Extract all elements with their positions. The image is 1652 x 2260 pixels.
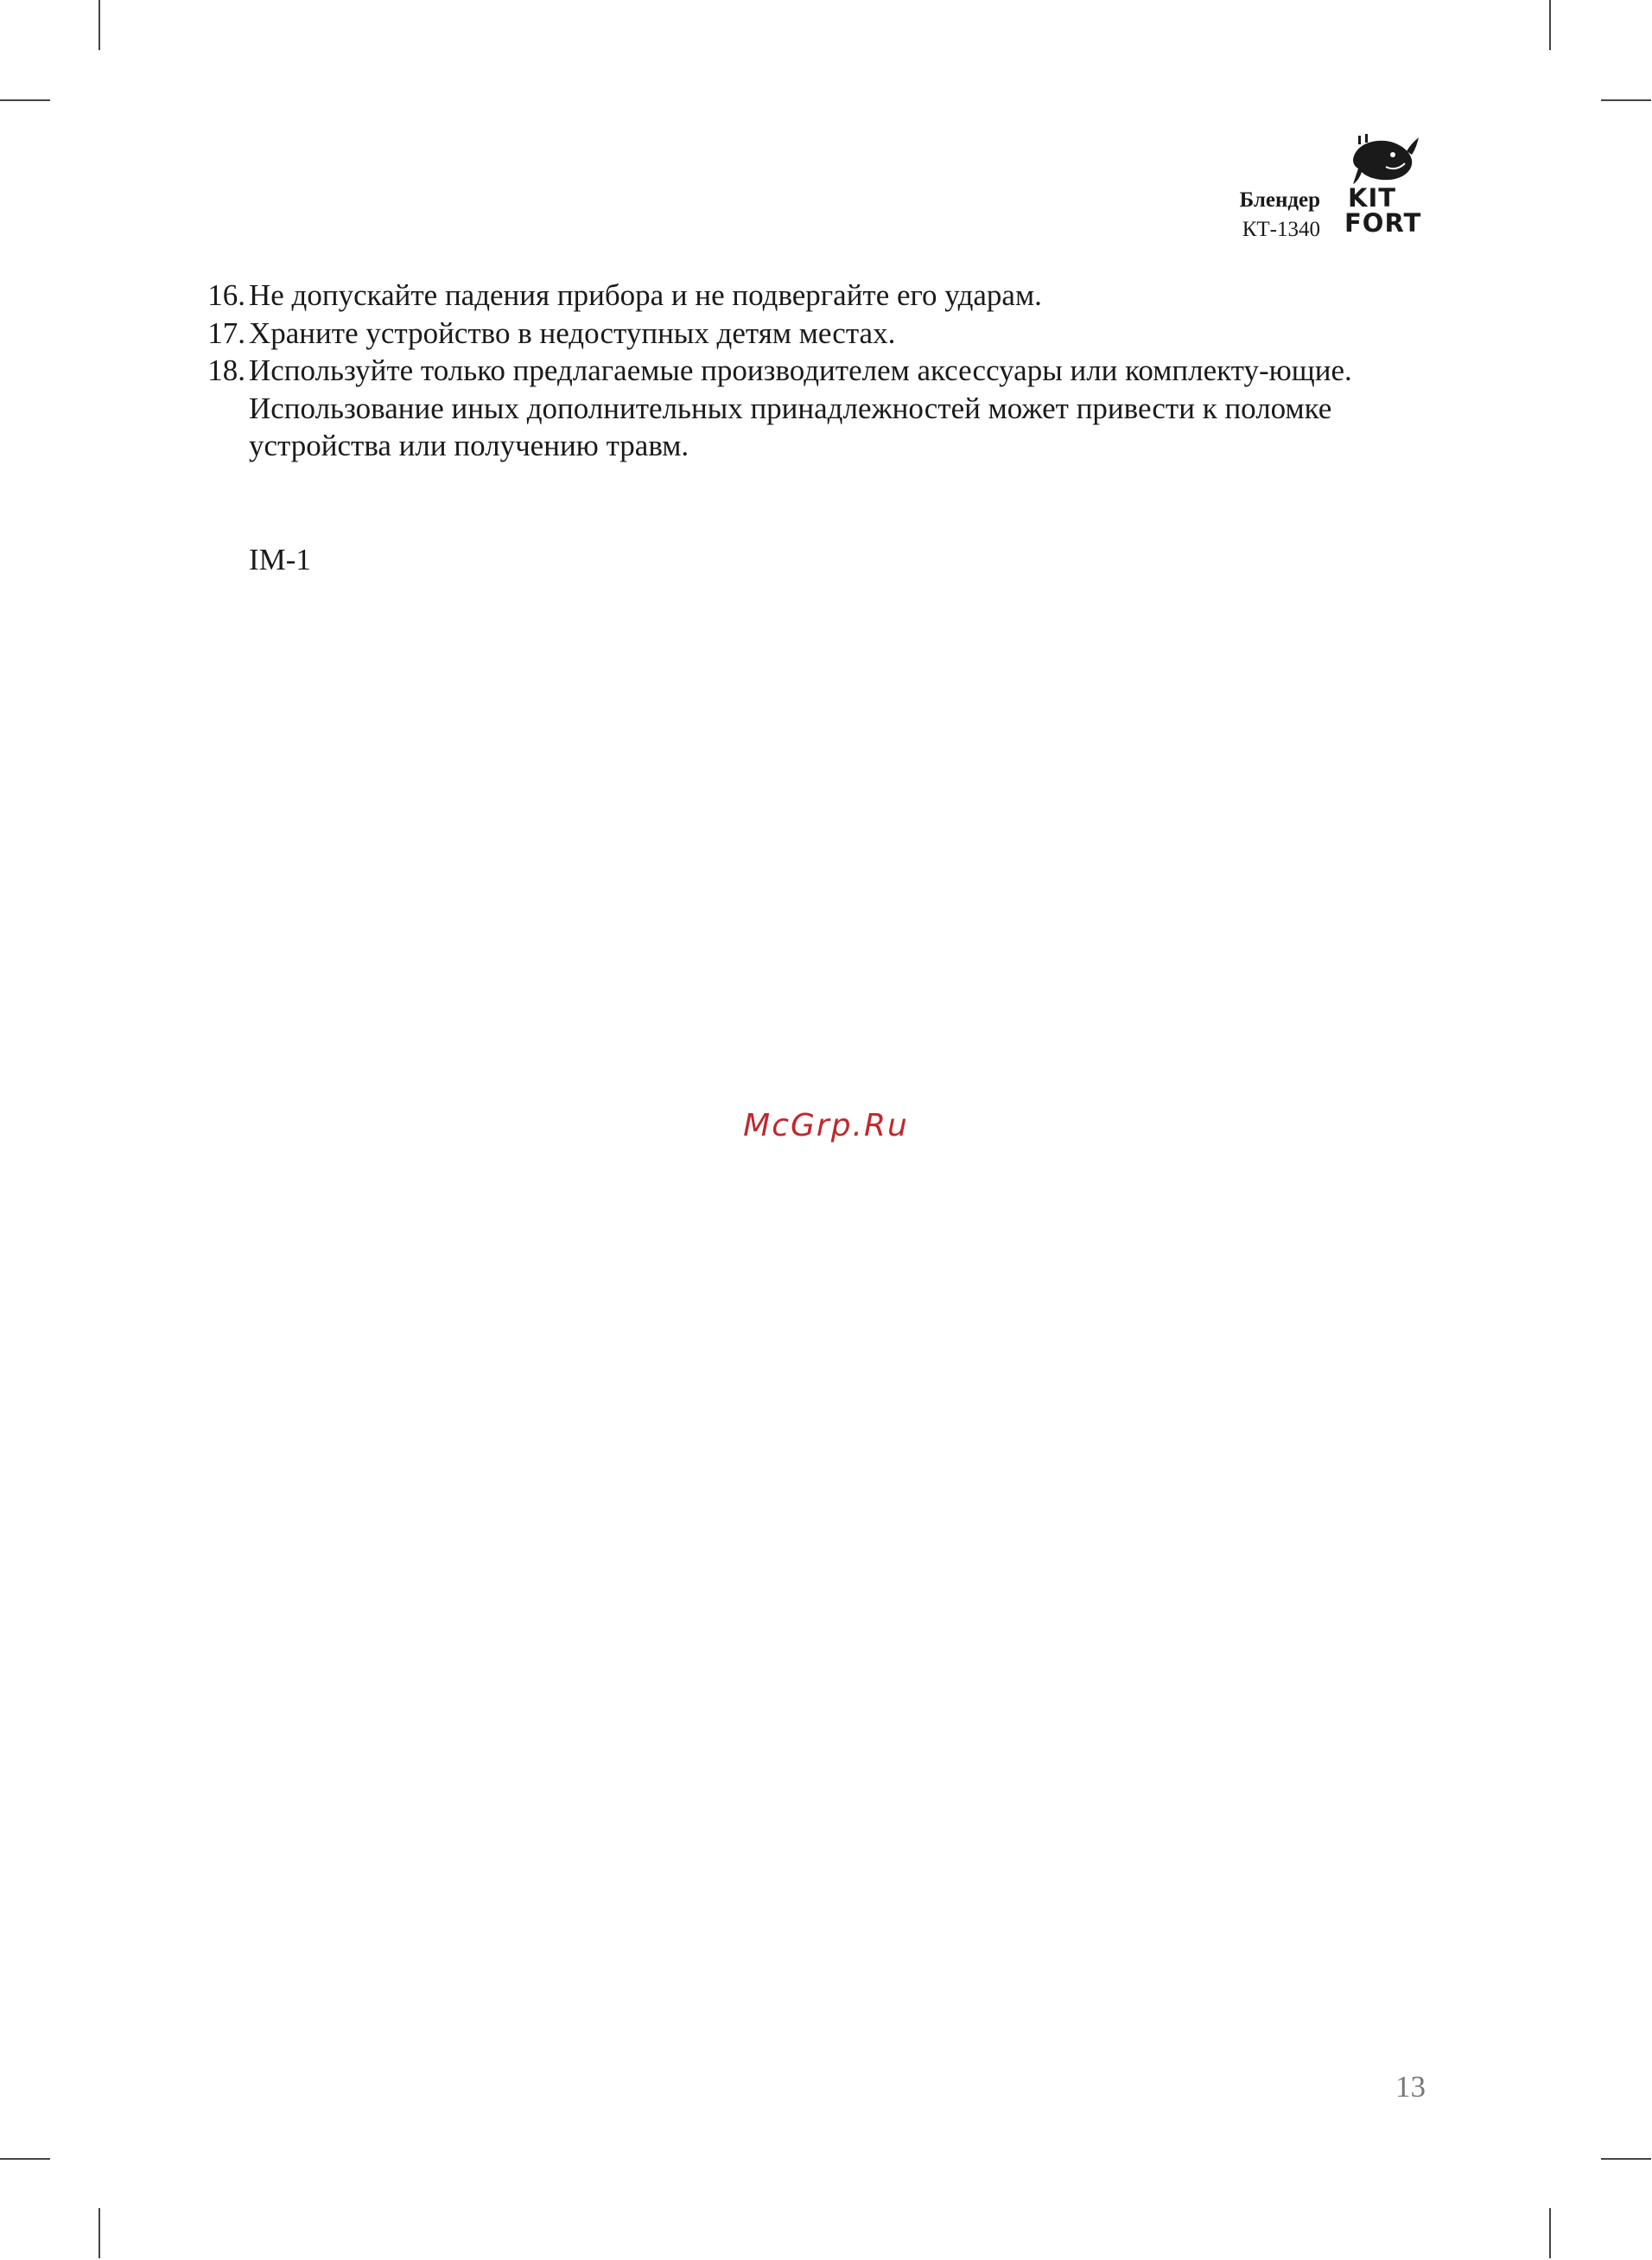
- list-item-text: Храните устройство в недоступных детям местах.: [249, 315, 896, 350]
- list-item-number: 18.: [207, 353, 245, 387]
- watermark: McGrp.Ru: [743, 1108, 909, 1143]
- list-item-text: Используйте только предлагаемые производителем аксессуары или комплекту-ющие. Использование иных дополнительных принадлежностей может привести к поломке устройства или получению травм.: [249, 353, 1352, 462]
- list-item-number: 16.: [207, 278, 245, 312]
- brand-wordmark-line1: KIT: [1348, 183, 1397, 213]
- list-item: [197, 352, 1441, 465]
- brand-wordmark: [1344, 183, 1422, 238]
- list-item: [197, 277, 1441, 315]
- crop-mark-bottom-right-vertical: [1549, 2208, 1551, 2258]
- safety-rules-list: [197, 277, 1441, 465]
- document-title: Блендер: [1239, 188, 1320, 212]
- page-number: 13: [1395, 2070, 1426, 2104]
- crop-mark-bottom-left-horizontal: [0, 2158, 50, 2160]
- crop-mark-top-right-horizontal: [1601, 99, 1651, 101]
- whale-plug-icon: [1351, 134, 1419, 186]
- page-header: [1184, 134, 1443, 246]
- list-item: [197, 315, 1441, 353]
- crop-mark-bottom-right-horizontal: [1601, 2158, 1651, 2160]
- crop-mark-top-left-vertical: [98, 0, 100, 50]
- document-code: IM-1: [249, 543, 311, 576]
- brand-wordmark-line2: FORT: [1344, 208, 1422, 238]
- crop-mark-top-right-vertical: [1549, 0, 1551, 50]
- brand-logo: [1344, 134, 1443, 243]
- crop-mark-top-left-horizontal: [0, 99, 50, 101]
- list-item-text: Не допускайте падения прибора и не подвергайте его ударам.: [249, 278, 1042, 312]
- crop-mark-bottom-left-vertical: [98, 2208, 100, 2258]
- model-number: КТ-1340: [1242, 218, 1320, 241]
- list-item-number: 17.: [207, 315, 245, 350]
